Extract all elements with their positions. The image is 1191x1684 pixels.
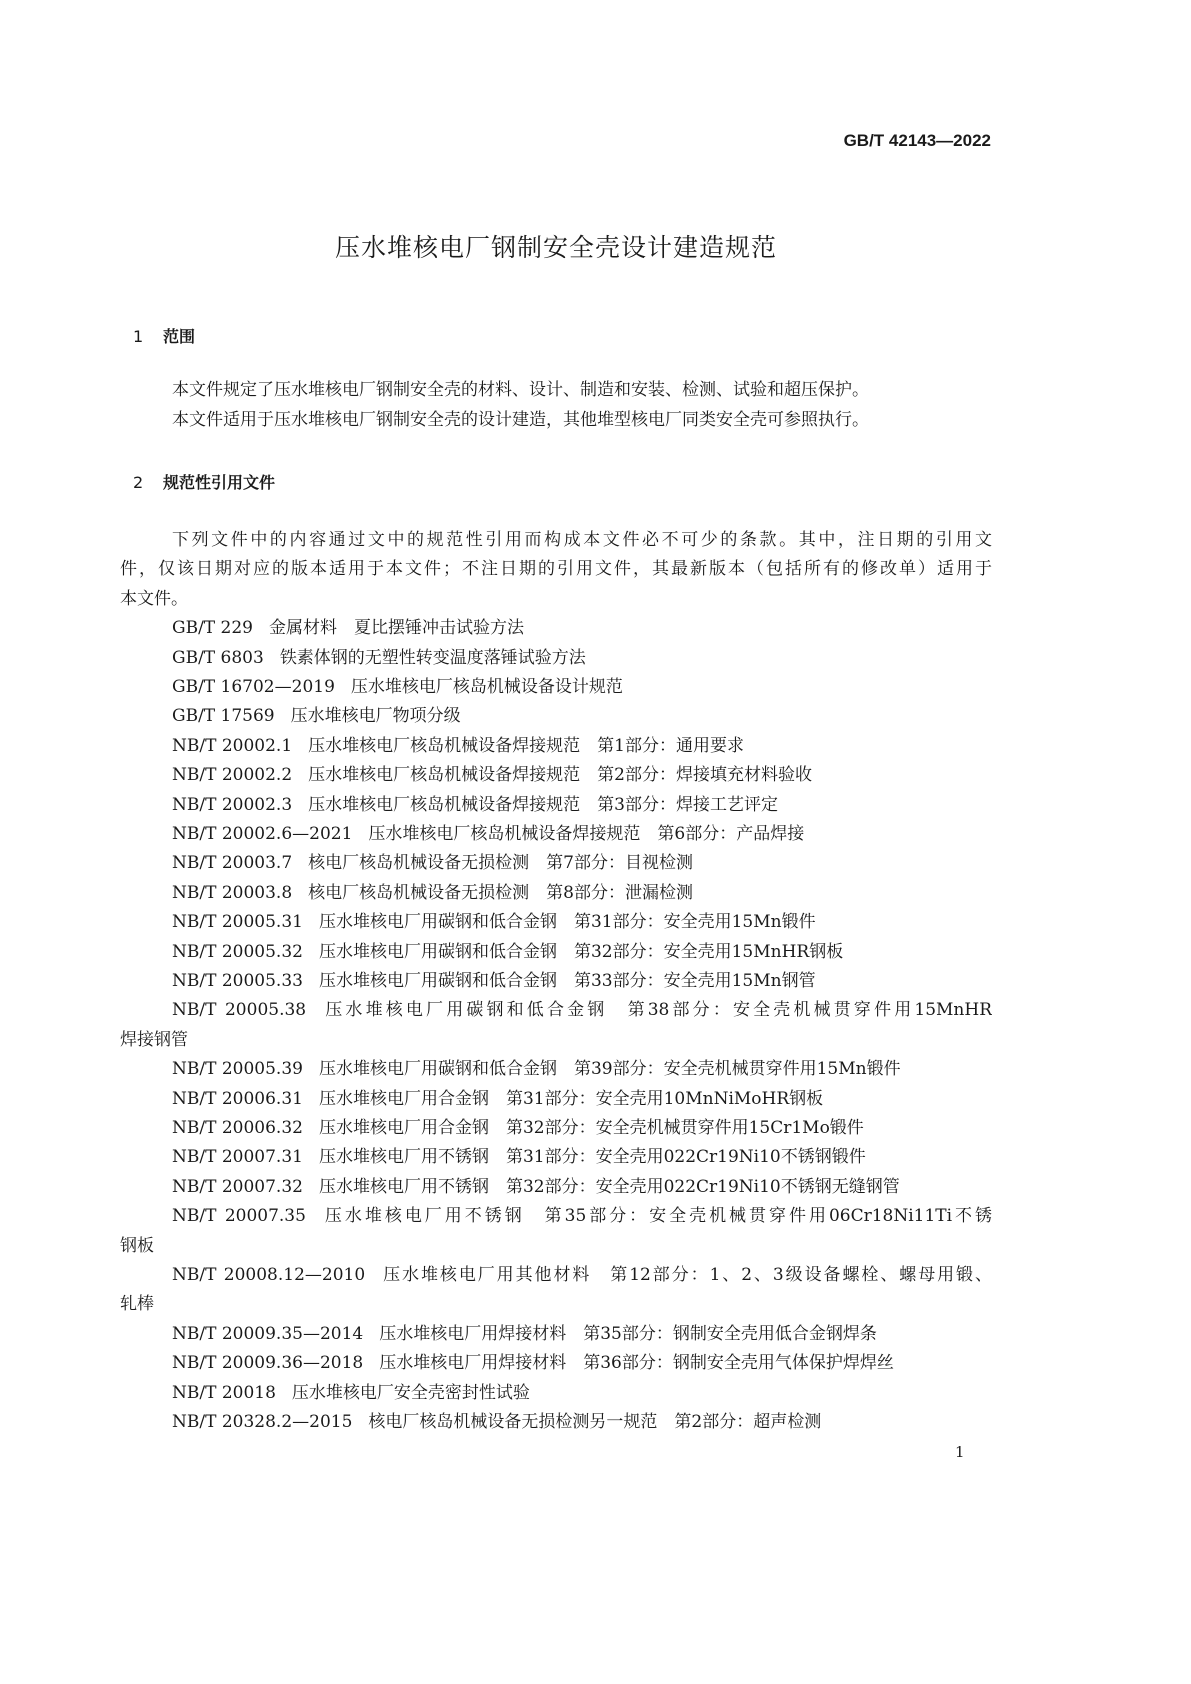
intro-line: 下列文件中的内容通过文中的规范性引用而构成本文件必不可少的条款。其中，注日期的引用文 (172, 530, 992, 550)
reference-title: 压水堆核电厂核岛机械设备焊接规范 第3部分：焊接工艺评定 (308, 794, 778, 815)
reference-code: NB/T 20002.1 (172, 735, 293, 756)
reference-item (120, 1173, 992, 1202)
reference-code: NB/T 20008.12—2010 (172, 1265, 366, 1286)
reference-code: NB/T 20007.31 (172, 1147, 303, 1168)
reference-item (120, 1085, 992, 1114)
reference-item (120, 1408, 992, 1437)
reference-code: NB/T 20003.8 (172, 882, 293, 903)
reference-item (120, 938, 992, 967)
reference-code: NB/T 20006.32 (172, 1118, 303, 1139)
paragraph: 本文件规定了压水堆核电厂钢制安全壳的材料、设计、制造和安装、检测、试验和超压保护。 (172, 380, 869, 400)
reference-title: 压水堆核电厂核岛机械设备焊接规范 第6部分：产品焊接 (368, 824, 805, 845)
section-2-heading (133, 470, 275, 493)
reference-item (120, 1202, 992, 1231)
reference-title: 压水堆核电厂用碳钢和低合金钢 第33部分：安全壳用15Mn钢管 (318, 971, 816, 992)
section-number: 1 (133, 327, 144, 346)
document-title: 压水堆核电厂钢制安全壳设计建造规范 (334, 233, 777, 262)
reference-code: NB/T 20006.31 (172, 1088, 303, 1109)
reference-code: NB/T 20003.7 (172, 853, 293, 874)
reference-item (120, 967, 992, 996)
section-1-body (120, 376, 992, 436)
reference-title: 压水堆核电厂用焊接材料 第36部分：钢制安全壳用气体保护焊焊丝 (379, 1353, 894, 1374)
reference-code: NB/T 20005.39 (172, 1059, 303, 1080)
standard-number: GB/T 42143—2022 (843, 131, 991, 150)
reference-item (120, 908, 992, 937)
reference-item (120, 1143, 992, 1172)
reference-title-continuation: 焊接钢管 (120, 1029, 188, 1050)
reference-title: 金属材料 夏比摆锤冲击试验方法 (269, 618, 524, 639)
reference-item (120, 1349, 992, 1378)
reference-title: 压水堆核电厂用碳钢和低合金钢 第39部分：安全壳机械贯穿件用15Mn锻件 (318, 1059, 901, 1080)
reference-title: 压水堆核电厂用碳钢和低合金钢 第38部分：安全壳机械贯穿件用15MnHR (322, 1000, 992, 1021)
section-title: 范围 (163, 327, 196, 346)
reference-code: NB/T 20005.31 (172, 912, 303, 933)
reference-title: 铁素体钢的无塑性转变温度落锤试验方法 (279, 647, 586, 668)
reference-item (120, 849, 992, 878)
section-2-body (120, 526, 992, 1438)
reference-title: 压水堆核电厂核岛机械设备焊接规范 第1部分：通用要求 (308, 735, 744, 756)
reference-title: 压水堆核电厂用碳钢和低合金钢 第32部分：安全壳用15MnHR钢板 (318, 941, 844, 962)
reference-code: GB/T 229 (172, 618, 253, 639)
reference-item (120, 673, 992, 702)
reference-code: NB/T 20007.35 (172, 1206, 306, 1227)
reference-item (120, 879, 992, 908)
reference-title: 压水堆核电厂核岛机械设备焊接规范 第2部分：焊接填充材料验收 (308, 765, 812, 786)
reference-code: NB/T 20005.33 (172, 971, 303, 992)
reference-title: 压水堆核电厂用不锈钢 第35部分：安全壳机械贯穿件用06Cr18Ni11Ti不锈 (321, 1206, 992, 1227)
reference-item (120, 614, 992, 643)
reference-item (120, 1320, 992, 1349)
reference-code: NB/T 20328.2—2015 (172, 1412, 353, 1433)
reference-title: 压水堆核电厂用碳钢和低合金钢 第31部分：安全壳用15Mn锻件 (318, 912, 816, 933)
reference-title: 压水堆核电厂用不锈钢 第31部分：安全壳用022Cr19Ni10不锈钢锻件 (318, 1147, 866, 1168)
intro-line: 件，仅该日期对应的版本适用于本文件；不注日期的引用文件，其最新版本（包括所有的修改单）适用于 (120, 559, 992, 580)
reference-item (120, 791, 992, 820)
paragraph: 本文件适用于压水堆核电厂钢制安全壳的设计建造，其他堆型核电厂同类安全壳可参照执行。 (172, 410, 869, 431)
reference-code: NB/T 20002.2 (172, 765, 293, 786)
reference-code: GB/T 16702—2019 (172, 677, 335, 697)
reference-code: NB/T 20009.35—2014 (172, 1323, 364, 1344)
reference-item (120, 1055, 992, 1084)
reference-title: 压水堆核电厂用其他材料 第12部分：1、2、3级设备螺栓、螺母用锻、 (381, 1265, 992, 1286)
reference-code: NB/T 20018 (172, 1382, 276, 1403)
reference-title: 压水堆核电厂物项分级 (290, 706, 461, 727)
reference-code: NB/T 20002.6—2021 (172, 824, 353, 845)
reference-item (120, 761, 992, 790)
reference-code: NB/T 20005.32 (172, 941, 303, 962)
reference-title-continuation: 钢板 (120, 1235, 154, 1256)
page-number: 1 (955, 1443, 965, 1461)
reference-item (120, 732, 992, 761)
reference-item (120, 1114, 992, 1143)
reference-title: 压水堆核电厂用不锈钢 第32部分：安全壳用022Cr19Ni10不锈钢无缝钢管 (318, 1176, 900, 1197)
intro-line: 本文件。 (120, 588, 188, 609)
reference-item (120, 1379, 992, 1408)
reference-title-continuation: 轧棒 (120, 1294, 154, 1315)
reference-code: GB/T 6803 (172, 647, 264, 668)
reference-item (120, 644, 992, 673)
section-1-heading (133, 324, 195, 347)
reference-title: 压水堆核电厂核岛机械设备设计规范 (350, 677, 623, 697)
reference-list (120, 614, 992, 1437)
reference-item (120, 996, 992, 1025)
section-title: 规范性引用文件 (163, 473, 276, 492)
reference-code: NB/T 20005.38 (172, 1000, 307, 1021)
reference-title: 核电厂核岛机械设备无损检测 第7部分：目视检测 (308, 853, 693, 874)
reference-title: 压水堆核电厂安全壳密封性试验 (291, 1382, 530, 1403)
reference-code: GB/T 17569 (172, 706, 275, 727)
section-number: 2 (133, 473, 144, 492)
reference-title: 核电厂核岛机械设备无损检测 第8部分：泄漏检测 (308, 882, 693, 903)
reference-code: NB/T 20009.36—2018 (172, 1353, 364, 1374)
reference-code: NB/T 20002.3 (172, 794, 293, 815)
reference-title: 核电厂核岛机械设备无损检测另一规范 第2部分：超声检测 (368, 1412, 822, 1433)
reference-code: NB/T 20007.32 (172, 1176, 303, 1197)
reference-title: 压水堆核电厂用合金钢 第32部分：安全壳机械贯穿件用15Cr1Mo锻件 (318, 1118, 864, 1139)
reference-title: 压水堆核电厂用焊接材料 第35部分：钢制安全壳用低合金钢焊条 (379, 1323, 877, 1344)
reference-title: 压水堆核电厂用合金钢 第31部分：安全壳用10MnNiMoHR钢板 (318, 1088, 824, 1109)
reference-item (120, 702, 992, 731)
reference-item (120, 1261, 992, 1290)
reference-item (120, 820, 992, 849)
